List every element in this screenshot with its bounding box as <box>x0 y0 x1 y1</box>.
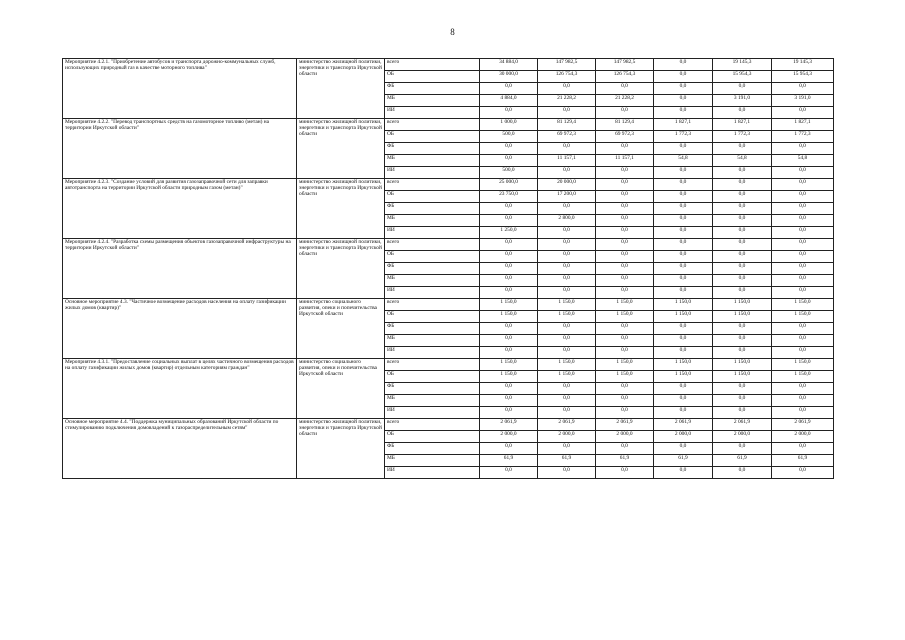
table-row <box>63 59 834 71</box>
funding-value: 61,9 <box>654 455 713 467</box>
funding-value: 1 150,0 <box>772 299 834 311</box>
funding-value: 0,0 <box>480 407 538 419</box>
funding-value: 0,0 <box>772 251 834 263</box>
funding-table-body <box>63 59 834 479</box>
funding-value: 0,0 <box>654 347 713 359</box>
funding-source: ИИ <box>385 227 480 239</box>
funding-value: 0,0 <box>480 335 538 347</box>
funding-value: 0,0 <box>654 227 713 239</box>
funding-value: 54,8 <box>772 155 834 167</box>
funding-value: 0,0 <box>596 407 654 419</box>
funding-value: 1 150,0 <box>772 359 834 371</box>
funding-value: 1 150,0 <box>713 299 772 311</box>
funding-value: 3 191,0 <box>772 95 834 107</box>
funding-value: 0,0 <box>596 251 654 263</box>
table-row <box>63 419 834 431</box>
funding-value: 0,0 <box>713 179 772 191</box>
funding-value: 1 827,1 <box>772 119 834 131</box>
funding-value: 54,8 <box>654 155 713 167</box>
funding-value: 0,0 <box>538 287 596 299</box>
funding-value: 1 150,0 <box>480 359 538 371</box>
funding-value: 4 884,0 <box>480 95 538 107</box>
funding-value: 0,0 <box>654 275 713 287</box>
funding-source: ФБ <box>385 203 480 215</box>
funding-value: 1 150,0 <box>480 311 538 323</box>
funding-value: 2 061,9 <box>538 419 596 431</box>
funding-value: 0,0 <box>713 467 772 479</box>
funding-value: 0,0 <box>713 107 772 119</box>
funding-source: ФБ <box>385 143 480 155</box>
activity-description: Мероприятие 4.2.3. "Создание условий для развития газозаправочной сети для заправки автотранспорта на территории Иркутской области природным газом (метан)" <box>63 179 297 239</box>
funding-value: 0,0 <box>654 443 713 455</box>
funding-value: 1 150,0 <box>538 299 596 311</box>
funding-value: 0,0 <box>713 83 772 95</box>
funding-value: 0,0 <box>596 143 654 155</box>
funding-source: всего <box>385 419 480 431</box>
funding-value: 81 129,4 <box>596 119 654 131</box>
funding-value: 0,0 <box>713 287 772 299</box>
funding-value: 0,0 <box>596 323 654 335</box>
funding-value: 0,0 <box>480 203 538 215</box>
funding-value: 0,0 <box>713 383 772 395</box>
responsible-executor: министерство жилищной политики, энергетики и транспорта Иркутской области <box>297 239 385 299</box>
activity-description: Основное мероприятие 4.3. "Частичное возмещение расходов населения на оплату газификации жилых домов (квартир)" <box>63 299 297 359</box>
funding-value: 0,0 <box>772 179 834 191</box>
funding-value: 2 800,0 <box>538 215 596 227</box>
funding-source: ОБ <box>385 131 480 143</box>
funding-source: всего <box>385 59 480 71</box>
funding-value: 0,0 <box>772 167 834 179</box>
funding-value: 21 228,2 <box>538 95 596 107</box>
funding-value: 0,0 <box>654 59 713 71</box>
funding-value: 0,0 <box>654 335 713 347</box>
funding-value: 1 250,0 <box>480 227 538 239</box>
funding-value: 61,9 <box>480 455 538 467</box>
funding-value: 0,0 <box>596 263 654 275</box>
funding-value: 0,0 <box>538 143 596 155</box>
funding-value: 0,0 <box>596 203 654 215</box>
funding-value: 2 061,9 <box>772 419 834 431</box>
funding-value: 0,0 <box>654 83 713 95</box>
funding-value: 11 157,1 <box>538 155 596 167</box>
funding-value: 1 150,0 <box>654 311 713 323</box>
funding-value: 147 982,5 <box>596 59 654 71</box>
funding-value: 0,0 <box>596 287 654 299</box>
funding-value: 0,0 <box>654 251 713 263</box>
funding-value: 0,0 <box>538 107 596 119</box>
funding-value: 0,0 <box>772 227 834 239</box>
funding-value: 0,0 <box>713 263 772 275</box>
funding-value: 0,0 <box>480 83 538 95</box>
funding-value: 0,0 <box>596 227 654 239</box>
funding-value: 0,0 <box>538 251 596 263</box>
funding-value: 0,0 <box>480 323 538 335</box>
funding-source: всего <box>385 359 480 371</box>
funding-value: 0,0 <box>538 323 596 335</box>
activity-description: Основное мероприятие 4.4. "Поддержка муниципальных образований Иркутской области по стимулированию подключения домовладений к газораспределительным сетям" <box>63 419 297 479</box>
funding-value: 0,0 <box>772 347 834 359</box>
funding-value: 0,0 <box>596 179 654 191</box>
funding-value: 0,0 <box>538 335 596 347</box>
funding-value: 0,0 <box>654 395 713 407</box>
funding-value: 17 200,0 <box>538 191 596 203</box>
funding-value: 0,0 <box>654 143 713 155</box>
funding-value: 1 150,0 <box>480 299 538 311</box>
responsible-executor: министерство жилищной политики, энергетики и транспорта Иркутской области <box>297 179 385 239</box>
funding-value: 0,0 <box>713 203 772 215</box>
funding-source: МБ <box>385 215 480 227</box>
funding-value: 0,0 <box>538 467 596 479</box>
funding-source: ОБ <box>385 311 480 323</box>
funding-value: 0,0 <box>772 467 834 479</box>
funding-value: 0,0 <box>654 203 713 215</box>
funding-source: ФБ <box>385 83 480 95</box>
funding-source: ИИ <box>385 407 480 419</box>
funding-value: 30 000,0 <box>480 71 538 83</box>
funding-value: 0,0 <box>596 383 654 395</box>
funding-value: 1 772,3 <box>772 131 834 143</box>
funding-source: МБ <box>385 335 480 347</box>
funding-source: ИИ <box>385 167 480 179</box>
funding-value: 54,8 <box>713 155 772 167</box>
funding-value: 0,0 <box>713 407 772 419</box>
funding-source: МБ <box>385 455 480 467</box>
funding-value: 0,0 <box>772 239 834 251</box>
funding-value: 0,0 <box>654 383 713 395</box>
funding-value: 34 884,0 <box>480 59 538 71</box>
responsible-executor: министерство жилищной политики, энергетики и транспорта Иркутской области <box>297 119 385 179</box>
funding-value: 0,0 <box>713 227 772 239</box>
funding-value: 61,9 <box>713 455 772 467</box>
funding-value: 0,0 <box>480 467 538 479</box>
funding-source: ОБ <box>385 431 480 443</box>
funding-value: 1 000,0 <box>480 119 538 131</box>
funding-value: 15 954,3 <box>713 71 772 83</box>
funding-source: ФБ <box>385 383 480 395</box>
funding-value: 0,0 <box>713 443 772 455</box>
funding-value: 0,0 <box>654 107 713 119</box>
funding-value: 0,0 <box>480 107 538 119</box>
funding-value: 2 000,0 <box>596 431 654 443</box>
table-row <box>63 359 834 371</box>
funding-value: 0,0 <box>772 263 834 275</box>
responsible-executor: министерство социального развития, опеки и попечительства Иркутской области <box>297 299 385 359</box>
funding-value: 20 000,0 <box>538 179 596 191</box>
funding-value: 1 150,0 <box>480 371 538 383</box>
funding-value: 61,9 <box>596 455 654 467</box>
funding-value: 0,0 <box>654 71 713 83</box>
responsible-executor: министерство жилищной политики, энергетики и транспорта Иркутской области <box>297 59 385 119</box>
funding-value: 126 754,3 <box>538 71 596 83</box>
funding-value: 0,0 <box>772 287 834 299</box>
funding-value: 1 827,1 <box>713 119 772 131</box>
funding-source: МБ <box>385 95 480 107</box>
responsible-executor: министерство социального развития, опеки и попечительства Иркутской области <box>297 359 385 419</box>
funding-value: 1 150,0 <box>654 371 713 383</box>
funding-source: ФБ <box>385 323 480 335</box>
funding-value: 2 000,0 <box>772 431 834 443</box>
funding-source: всего <box>385 119 480 131</box>
funding-value: 0,0 <box>480 215 538 227</box>
funding-value: 0,0 <box>772 83 834 95</box>
funding-source: МБ <box>385 395 480 407</box>
funding-value: 0,0 <box>596 83 654 95</box>
funding-value: 1 772,3 <box>713 131 772 143</box>
funding-value: 0,0 <box>713 167 772 179</box>
funding-value: 0,0 <box>596 467 654 479</box>
funding-value: 1 150,0 <box>654 299 713 311</box>
funding-value: 0,0 <box>596 107 654 119</box>
funding-value: 1 150,0 <box>538 311 596 323</box>
funding-source: всего <box>385 179 480 191</box>
funding-value: 2 000,0 <box>538 431 596 443</box>
funding-source: всего <box>385 239 480 251</box>
table-row <box>63 239 834 251</box>
funding-value: 1 150,0 <box>713 311 772 323</box>
funding-value: 0,0 <box>538 227 596 239</box>
funding-value: 0,0 <box>654 95 713 107</box>
funding-source: ОБ <box>385 191 480 203</box>
funding-value: 69 972,3 <box>596 131 654 143</box>
funding-value: 500,0 <box>480 167 538 179</box>
funding-value: 1 150,0 <box>596 299 654 311</box>
funding-value: 2 061,9 <box>654 419 713 431</box>
funding-value: 0,0 <box>772 215 834 227</box>
funding-value: 0,0 <box>654 467 713 479</box>
funding-value: 0,0 <box>480 287 538 299</box>
funding-value: 0,0 <box>772 143 834 155</box>
funding-value: 0,0 <box>596 335 654 347</box>
funding-value: 0,0 <box>538 443 596 455</box>
funding-value: 1 150,0 <box>654 359 713 371</box>
funding-value: 0,0 <box>538 395 596 407</box>
funding-value: 19 145,3 <box>713 59 772 71</box>
funding-value: 0,0 <box>596 395 654 407</box>
funding-source: МБ <box>385 275 480 287</box>
funding-value: 0,0 <box>480 275 538 287</box>
funding-value: 0,0 <box>654 407 713 419</box>
funding-value: 0,0 <box>596 167 654 179</box>
funding-value: 69 972,3 <box>538 131 596 143</box>
funding-value: 0,0 <box>772 395 834 407</box>
funding-value: 0,0 <box>480 239 538 251</box>
funding-source: ОБ <box>385 371 480 383</box>
funding-source: всего <box>385 299 480 311</box>
funding-value: 1 150,0 <box>538 371 596 383</box>
funding-value: 21 228,2 <box>596 95 654 107</box>
funding-value: 0,0 <box>713 191 772 203</box>
funding-value: 61,9 <box>538 455 596 467</box>
funding-value: 0,0 <box>596 239 654 251</box>
funding-value: 0,0 <box>538 275 596 287</box>
funding-value: 0,0 <box>772 383 834 395</box>
funding-value: 0,0 <box>654 287 713 299</box>
responsible-executor: министерство жилищной политики, энергетики и транспорта Иркутской области <box>297 419 385 479</box>
funding-value: 0,0 <box>713 275 772 287</box>
funding-source: МБ <box>385 155 480 167</box>
funding-value: 0,0 <box>654 179 713 191</box>
funding-source: ОБ <box>385 71 480 83</box>
funding-value: 2 000,0 <box>480 431 538 443</box>
funding-value: 0,0 <box>480 251 538 263</box>
funding-value: 25 000,0 <box>480 179 538 191</box>
funding-value: 0,0 <box>538 167 596 179</box>
funding-value: 0,0 <box>654 191 713 203</box>
funding-value: 147 982,5 <box>538 59 596 71</box>
funding-value: 0,0 <box>480 263 538 275</box>
activity-description: Мероприятие 4.2.1. "Приобретение автобусов и транспорта дорожно-коммунальных служб, использующих природный газ в качестве моторного топлива" <box>63 59 297 119</box>
funding-value: 1 150,0 <box>596 311 654 323</box>
activity-description: Мероприятие 4.2.4. "Разработка схемы размещения объектов газозаправочной инфраструктуры на территории Иркутской области" <box>63 239 297 299</box>
funding-value: 1 150,0 <box>713 371 772 383</box>
funding-value: 0,0 <box>654 215 713 227</box>
funding-value: 2 061,9 <box>713 419 772 431</box>
funding-value: 0,0 <box>654 323 713 335</box>
funding-value: 1 150,0 <box>772 371 834 383</box>
funding-value: 0,0 <box>480 395 538 407</box>
funding-source: ИИ <box>385 347 480 359</box>
funding-value: 0,0 <box>480 443 538 455</box>
funding-value: 0,0 <box>538 203 596 215</box>
funding-value: 0,0 <box>772 275 834 287</box>
funding-source: ФБ <box>385 443 480 455</box>
funding-value: 0,0 <box>713 251 772 263</box>
funding-value: 0,0 <box>713 323 772 335</box>
funding-value: 0,0 <box>654 263 713 275</box>
funding-value: 0,0 <box>772 107 834 119</box>
funding-source: ФБ <box>385 263 480 275</box>
funding-value: 0,0 <box>596 347 654 359</box>
funding-value: 1 150,0 <box>713 359 772 371</box>
funding-value: 0,0 <box>713 395 772 407</box>
funding-value: 2 000,0 <box>654 431 713 443</box>
funding-value: 3 191,0 <box>713 95 772 107</box>
funding-value: 0,0 <box>772 323 834 335</box>
funding-value: 23 750,0 <box>480 191 538 203</box>
funding-value: 126 754,3 <box>596 71 654 83</box>
funding-value: 0,0 <box>480 383 538 395</box>
activity-description: Мероприятие 4.2.2. "Перевод транспортных средств на газомоторное топливо (метан) на территории Иркутской области" <box>63 119 297 179</box>
funding-value: 0,0 <box>654 239 713 251</box>
funding-value: 0,0 <box>480 143 538 155</box>
funding-value: 1 150,0 <box>596 371 654 383</box>
funding-value: 2 061,9 <box>480 419 538 431</box>
funding-value: 61,9 <box>772 455 834 467</box>
funding-source: ИИ <box>385 467 480 479</box>
funding-table <box>62 58 834 479</box>
funding-value: 500,0 <box>480 131 538 143</box>
funding-source: ИИ <box>385 107 480 119</box>
funding-value: 0,0 <box>480 347 538 359</box>
funding-value: 0,0 <box>596 443 654 455</box>
funding-value: 0,0 <box>772 191 834 203</box>
funding-value: 0,0 <box>538 347 596 359</box>
funding-source: ИИ <box>385 287 480 299</box>
funding-value: 19 145,3 <box>772 59 834 71</box>
funding-value: 0,0 <box>596 191 654 203</box>
funding-value: 0,0 <box>538 83 596 95</box>
funding-value: 15 954,3 <box>772 71 834 83</box>
funding-value: 0,0 <box>538 407 596 419</box>
activity-description: Мероприятие 4.3.1. "Предоставление социальных выплат в целях частичного возмещения расходов на оплату газификации жилых домов (квартир) отдельным категориям граждан" <box>63 359 297 419</box>
page-number: 8 <box>450 27 455 37</box>
funding-value: 0,0 <box>538 383 596 395</box>
funding-value: 11 157,1 <box>596 155 654 167</box>
funding-value: 0,0 <box>772 443 834 455</box>
funding-value: 0,0 <box>713 215 772 227</box>
funding-value: 0,0 <box>772 407 834 419</box>
funding-source: ОБ <box>385 251 480 263</box>
funding-value: 1 772,3 <box>654 131 713 143</box>
funding-value: 1 150,0 <box>772 311 834 323</box>
funding-value: 0,0 <box>596 215 654 227</box>
table-row <box>63 179 834 191</box>
funding-value: 0,0 <box>772 335 834 347</box>
funding-value: 0,0 <box>772 203 834 215</box>
funding-value: 1 150,0 <box>538 359 596 371</box>
funding-value: 1 827,1 <box>654 119 713 131</box>
funding-value: 0,0 <box>713 143 772 155</box>
table-row <box>63 299 834 311</box>
funding-value: 81 129,4 <box>538 119 596 131</box>
funding-value: 0,0 <box>596 275 654 287</box>
funding-value: 0,0 <box>713 335 772 347</box>
funding-value: 1 150,0 <box>596 359 654 371</box>
funding-value: 2 000,0 <box>713 431 772 443</box>
funding-value: 0,0 <box>538 239 596 251</box>
table-row <box>63 119 834 131</box>
funding-value: 0,0 <box>654 167 713 179</box>
funding-value: 0,0 <box>538 263 596 275</box>
funding-value: 0,0 <box>713 347 772 359</box>
funding-value: 2 061,9 <box>596 419 654 431</box>
funding-value: 0,0 <box>713 239 772 251</box>
funding-value: 0,0 <box>480 155 538 167</box>
